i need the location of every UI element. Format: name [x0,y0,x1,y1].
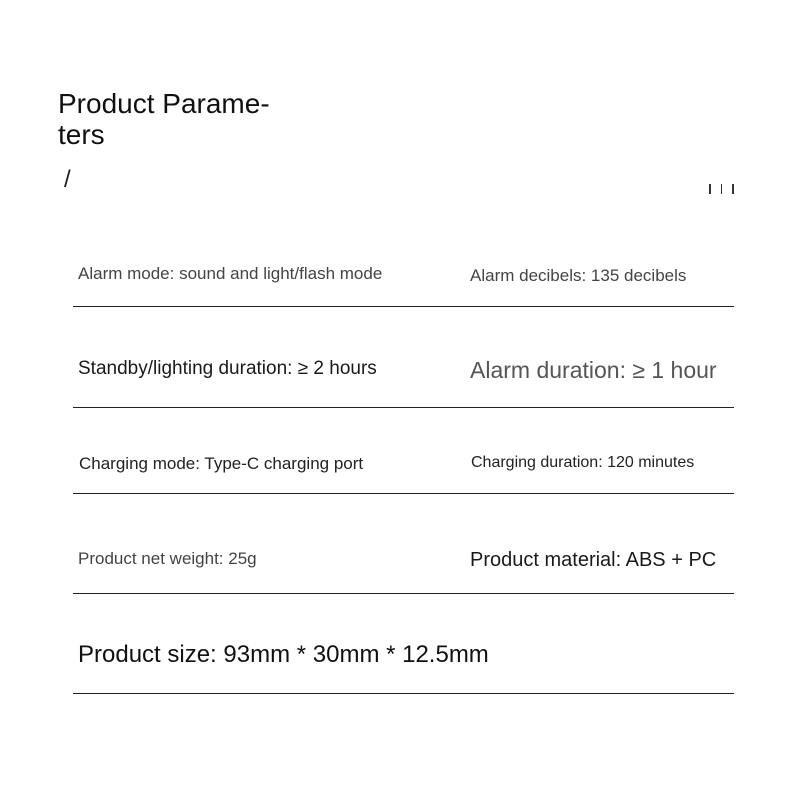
row-divider [73,306,734,307]
param-alarm-duration: Alarm duration: ≥ 1 hour [470,357,717,383]
title-line-1: Product Parame- [58,88,270,119]
param-product-size: Product size: 93mm * 30mm * 12.5mm [78,641,489,668]
param-alarm-mode: Alarm mode: sound and light/flash mode [78,264,383,283]
tick-mark [732,184,734,194]
param-net-weight: Product net weight: 25g [78,549,257,568]
param-charging-duration: Charging duration: 120 minutes [471,454,695,471]
param-standby-duration: Standby/lighting duration: ≥ 2 hours [78,358,377,379]
tick-mark [709,184,711,194]
tick-mark [721,184,723,194]
row-divider [73,493,734,494]
param-alarm-decibels: Alarm decibels: 135 decibels [470,266,687,285]
param-material: Product material: ABS + PC [470,549,717,571]
page-title [58,88,298,150]
tick-marks-decoration [709,184,734,194]
title-line-2: ters [58,119,105,150]
row-divider [73,593,734,594]
row-divider [73,693,734,694]
slash-decoration: / [64,166,71,193]
row-divider [73,407,734,408]
param-charging-mode: Charging mode: Type-C charging port [79,454,364,473]
